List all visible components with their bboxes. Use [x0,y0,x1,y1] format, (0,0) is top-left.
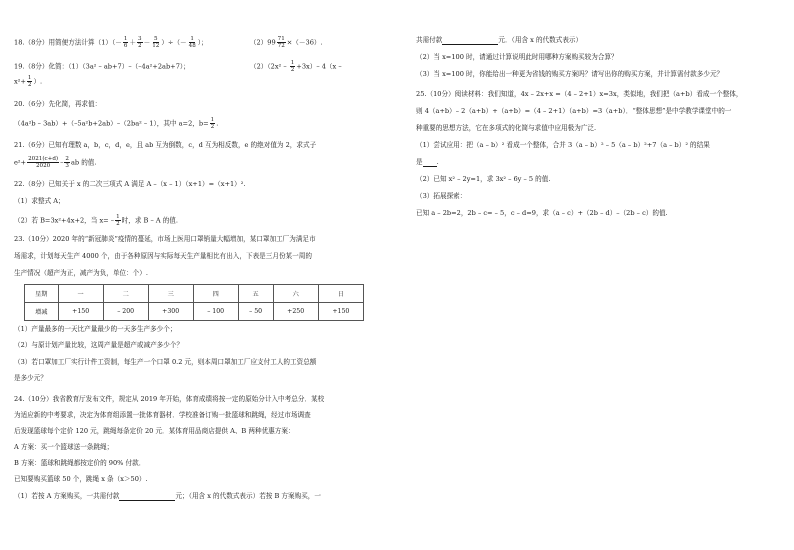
table-cell: 星期 [25,285,59,303]
table-cell: 三 [148,285,193,303]
fraction: $\frac{1}{2}$ [210,117,215,130]
question-23-sub3: （3）若口罩加工厂实行计件工资制，每生产一个口罩 0.2 元，则本周口罩加工厂应支付工人的工资总额 [14,358,317,366]
question-23-sub3-cont: 是多少元？ [14,374,47,382]
question-23: 23.（10分）2020 年的“新冠肺炎”疫情的蔓延，市场上医用口罩销量大幅增加，某口罩加工厂为满足市 [14,235,316,243]
question-24-plan-a: A 方案：买一个篮球送一条跳绳； [14,443,114,451]
table-cell: – 100 [193,303,238,321]
question-25-sub3: （3）拓展探索： [416,192,467,200]
fraction: $\frac{5}{12}$ [152,36,160,49]
question-24-sub3: （3）当 x=100 时，你能给出一种更为省钱的购买方案吗？请写出你的购买方案，并计算需付款多少元？ [416,70,724,78]
question-24-line3: 后发现篮球每个定价 120 元，跳绳每条定价 20 元．某体育用品商店提供 A、B 两种优惠方案： [14,427,295,435]
table-cell: +300 [148,303,193,321]
question-24-known: 已知要购买篮球 50 个，跳绳 x 条（x＞50）. [14,475,148,483]
question-24-line2: 为适应新的中考要求，决定为体育组添置一批体育器材．学校准备订购一批篮球和跳绳，经过市场调查 [14,411,311,419]
fraction: $\frac{71}{72}$ [277,36,285,49]
question-19: 19.（8分）化简：（1）（3a² – ab+7）–（–4a²+2ab+7）； （2）（2x² – $\frac{1}{2}$ +3x）– 4（x – [14,60,342,73]
fraction: $\frac{1}{2}$ [27,75,32,88]
question-23-line2: 场需求，计划每天生产 4000 个，由于各种原因与实际每天生产量相比有出入，下表是三月份某一周的 [14,252,312,260]
table-cell: +150 [58,303,103,321]
question-23-sub2: （2）与原计划产量比较，这周产量是超产或减产多少个？ [14,341,184,349]
question-25-line3: 种重要的思想方法，它在多项式的化简与求值中应用极为广泛. [416,124,597,132]
question-24-sub2: （2）当 x=100 时，请通过计算说明此时用哪种方案购买较为合算？ [416,53,618,61]
question-20: 20.（6分）先化简，再求值： [14,100,102,108]
table-cell: +250 [273,303,318,321]
question-25-sub1: （1）尝试应用：把（a – b）² 看成一个整体，合并 3（a – b）² – 5（a – b）²+7（a – b）² 的结果 [416,141,710,149]
table-cell: 二 [103,285,148,303]
fraction: $\frac{1}{48}$ [188,36,196,49]
question-24-cont: 共需付款 元．（用含 x 的代数式表示） [416,36,583,44]
question-22: 22.（8分）已知关于 x 的二次三项式 A 满足 A –（x – 1）（x+1）=（x+1）². [14,180,246,188]
question-18: 18.（8分）用简便方法计算（1）（－ $\frac{1}{6}$ ＋ $\frac{3}{2}$ － $\frac{5}{12}$ ）÷（－ $\frac{1}{48}$ ）； （2）99 $\frac{71}{72}$ ×（－36）. [14,36,323,49]
question-25-sub3-cont: 已知 a – 2b=2，2b – c= – 5，c – d=9，求（a – c）+（2b – d）–（2b – c）的值. [416,209,668,217]
question-25-sub1-cont: 是 . [416,158,439,166]
table-cell: 一 [58,285,103,303]
fraction: $\frac{3}{2}$ [138,36,142,49]
production-table [24,284,364,321]
table-cell: 增减 [25,303,59,321]
table-cell: 五 [238,285,273,303]
question-25: 25.（10分）阅读材料：我们知道，4x – 2x+x =（4 – 2+1）x=3x，类似地，我们把（a+b）看成一个整体， [416,90,743,98]
fraction: $\frac{2}{3}$ [65,156,69,169]
answer-blank[interactable] [423,166,437,167]
fraction: $\frac{1}{2}$ [116,214,120,227]
answer-blank[interactable] [442,44,498,45]
question-25-sub2: （2）已知 x² – 2y=1，求 3x² – 6y – 5 的值. [416,175,551,183]
table-cell: 日 [318,285,363,303]
question-21-line2: e²+ $\frac{2021(c+d)}{2020}$ – $\frac{2}{3}$ ab 的值. [14,156,97,169]
fraction: $\frac{1}{6}$ [123,36,128,49]
fraction: $\frac{2021(c+d)}{2020}$ [28,156,59,169]
question-20-line2: （4a²b – 3ab）+（–5a²b+2ab）–（2ba² – 1），其中 a=2，b= $\frac{1}{2}$ . [14,117,219,130]
table-cell: +150 [318,303,363,321]
question-21: 21.（6分）已知有理数 a，b，c，d，e，且 ab 互为倒数，c，d 互为相反数，e 的绝对值为 2，求式子 [14,141,317,149]
question-25-line2: 则 4（a+b）– 2（a+b）+（a+b）=（4 – 2+1）（a+b）=3（a+b）．“整体思想”是中学教学课堂中的一 [416,107,732,115]
table-cell: – 50 [238,303,273,321]
question-24: 24.（10分）我省教育厅发布文件，规定从 2019 年开始，体育成绩将按一定的原始分计入中考总分．某校 [14,395,325,403]
table-row [25,303,364,321]
table-header-row [25,285,364,303]
question-24-plan-b: B 方案：篮球和跳绳都按定价的 90% 付款． [14,459,146,467]
question-23-line3: 生产情况（超产为正，减产为负，单位：个）. [14,269,148,277]
question-22-sub1: （1）求整式 A； [14,197,65,205]
table-cell: 四 [193,285,238,303]
fraction: $\frac{1}{2}$ [290,60,295,73]
table-cell: 六 [273,285,318,303]
question-24-sub1: （1）若按 A 方案购买，一共需付款 元；（用含 x 的代数式表示）若按 B 方案购买，一 [14,492,321,500]
question-22-sub2: （2）若 B=3x²+4x+2，当 x= – $\frac{1}{2}$ 时，求 B – A 的值. [14,214,178,227]
question-23-sub1: （1）产量最多的一天比产量最少的一天多生产多少个； [14,325,177,333]
table-cell: – 200 [103,303,148,321]
question-19-line2: x²+ $\frac{1}{2}$ ）. [14,75,43,88]
answer-blank[interactable] [119,500,175,501]
